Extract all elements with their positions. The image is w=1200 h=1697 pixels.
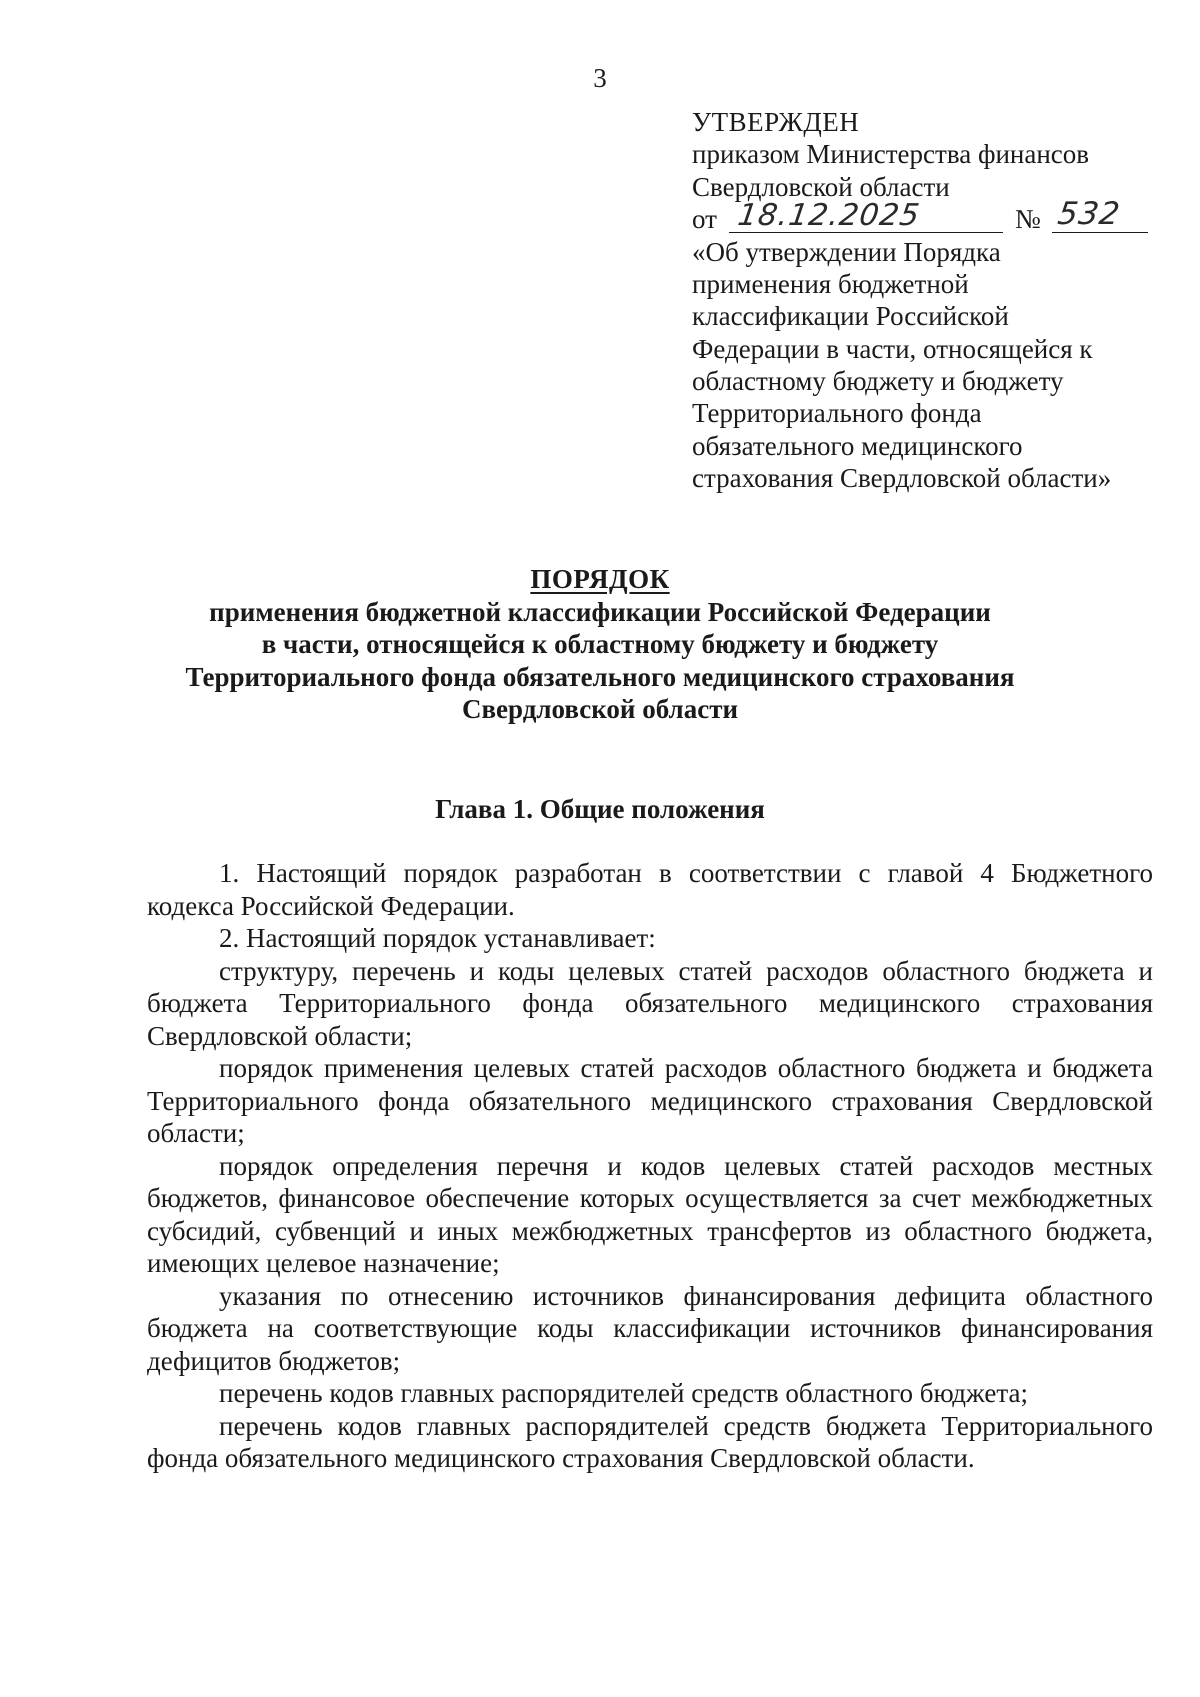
handwritten-number: 532	[1055, 195, 1123, 232]
approval-subject-line: классификации Российской	[692, 301, 1009, 332]
approval-subject-line: страхования Свердловской области»	[692, 462, 1112, 493]
document-subtitle-line: применения бюджетной классификации Российской Федерации	[209, 596, 991, 627]
paragraph: указания по отнесению источников финансирования дефицита областного бюджета на соответствующие коды классификации источников финансирования дефицитов бюджетов;	[147, 1280, 1153, 1376]
approval-subject-line: областному бюджету и бюджету	[692, 366, 1064, 397]
paragraph: 1. Настоящий порядок разработан в соответствии с главой 4 Бюджетного кодекса Российской Федерации.	[147, 858, 1153, 921]
page-number: 3	[593, 63, 607, 93]
paragraph: порядок определения перечня и кодов целевых статей расходов местных бюджетов, финансовое обеспечение которых осуществляется за счет межбюджетных субсидий, субвенций и иных межбюджетных трансфертов из областного бюджета, имеющих целевое назначение;	[147, 1150, 1153, 1278]
body-text	[147, 857, 1153, 1475]
approval-subject-line: применения бюджетной	[692, 269, 969, 300]
number-sign: №	[1015, 203, 1041, 234]
approval-subject-line: обязательного медицинского	[692, 430, 1023, 461]
approval-block	[692, 106, 1172, 494]
approval-line: Свердловской области	[692, 171, 950, 202]
document-subtitle-line: Территориального фонда обязательного медицинского страхования	[185, 661, 1015, 692]
document-title: ПОРЯДОК	[530, 564, 670, 594]
chapter-heading: Глава 1. Общие положения	[435, 794, 765, 824]
approval-line: приказом Министерства финансов	[692, 139, 1090, 170]
approval-subject-line: Федерации в части, относящейся к	[692, 333, 1093, 364]
handwritten-date: 18.12.2025	[735, 197, 923, 233]
paragraph: перечень кодов главных распорядителей средств бюджета Территориального фонда обязательного медицинского страхования Свердловской области.	[147, 1410, 1153, 1473]
order-date-number-line	[692, 195, 1172, 236]
document-title-block	[0, 563, 1200, 726]
paragraph: 2. Настоящий порядок устанавливает:	[219, 923, 656, 953]
approval-subject-line: «Об утверждении Порядка	[692, 236, 1001, 267]
paragraph: структуру, перечень и коды целевых статей расходов областного бюджета и бюджета Территориального фонда обязательного медицинского страхования Свердловской области;	[147, 955, 1153, 1051]
paragraph: перечень кодов главных распорядителей средств областного бюджета;	[219, 1378, 1028, 1408]
approval-heading: УТВЕРЖДЕН	[692, 107, 860, 137]
document-subtitle-line: Свердловской области	[461, 694, 739, 724]
date-prefix: от	[692, 203, 717, 234]
document-subtitle-line: в части, относящейся к областному бюджету и бюджету	[261, 629, 939, 659]
approval-subject-line: Территориального фонда	[692, 398, 982, 429]
paragraph: порядок применения целевых статей расходов областного бюджета и бюджета Территориального фонда обязательного медицинского страхования Свердловской области;	[147, 1053, 1153, 1148]
number-blank-line	[1052, 232, 1148, 233]
